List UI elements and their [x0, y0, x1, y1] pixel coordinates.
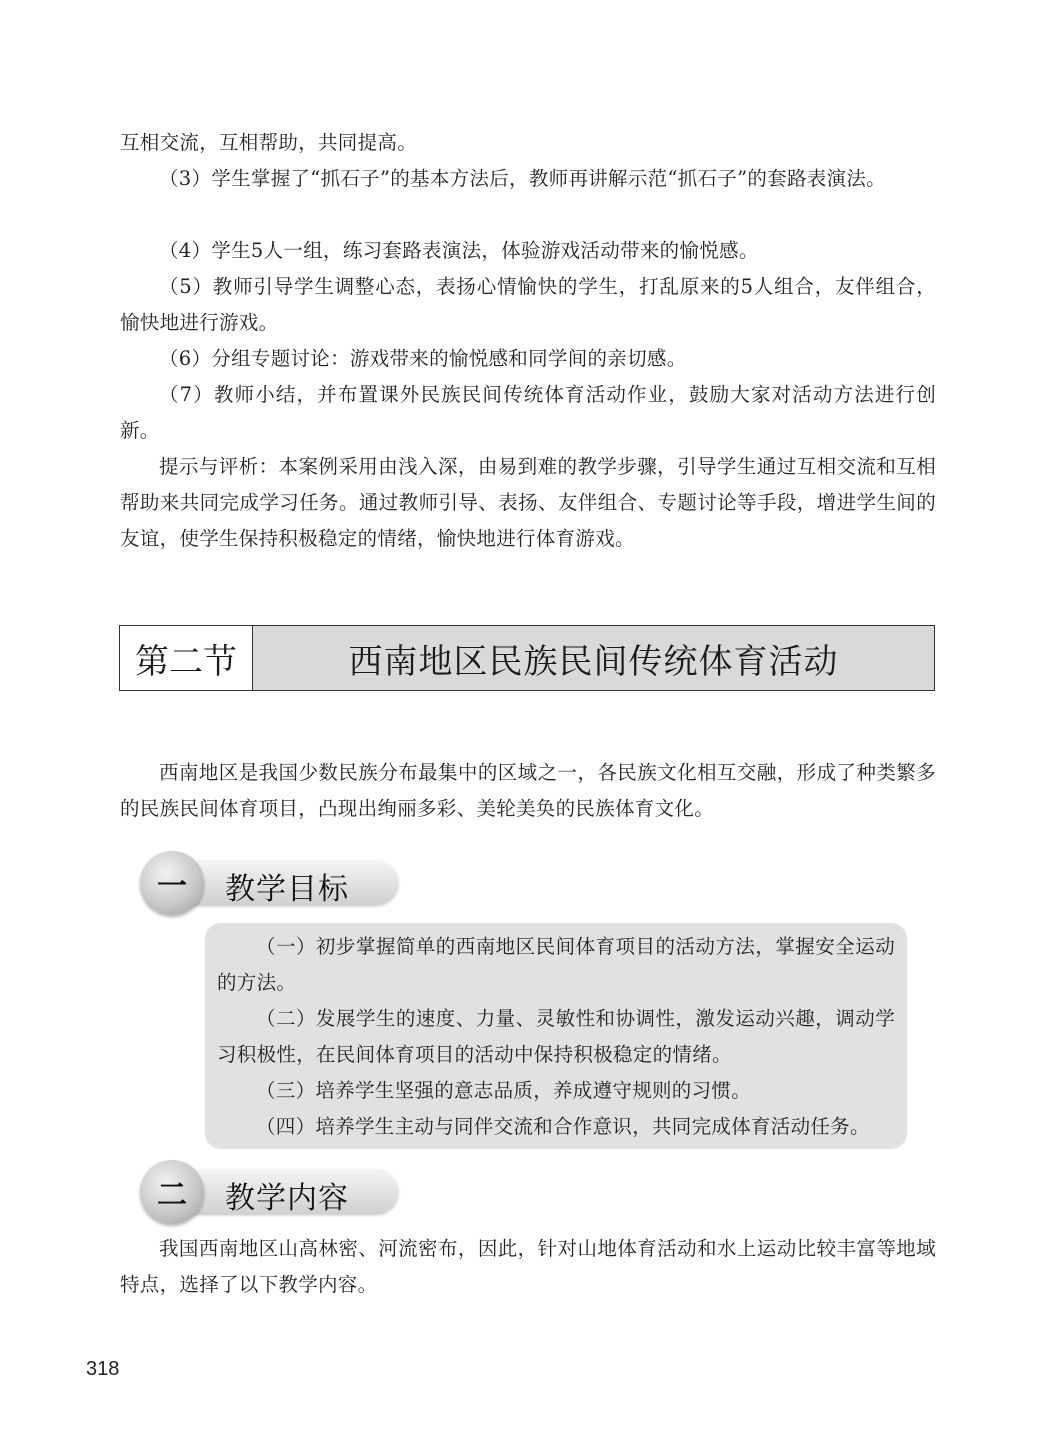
heading-teaching-goals: [140, 851, 402, 913]
paragraph-commentary: 提示与评析：本案例采用由浅入深，由易到难的教学步骤，引导学生通过互相交流和互相帮助来共同完成学习任务。通过教师引导、表扬、友伴组合、专题讨论等手段，增进学生间的友谊，使学生保持积极稳定的情绪，愉快地进行体育游戏。: [120, 455, 936, 550]
page-number: 318: [86, 1358, 120, 1380]
paragraph-step-6: （6）分组专题讨论：游戏带来的愉悦感和同学间的亲切感。: [159, 347, 687, 370]
paragraph-intro: 西南地区是我国少数民族分布最集中的区域之一，各民族文化相互交融，形成了种类繁多的民族民间体育项目，凸现出绚丽多彩、美轮美奂的民族体育文化。: [120, 761, 936, 820]
paragraph-content: 我国西南地区山高林密、河流密布，因此，针对山地体育活动和水上运动比较丰富等地域特点，选择了以下教学内容。: [120, 1237, 936, 1296]
paragraph-continued: 互相交流，互相帮助，共同提高。: [120, 131, 418, 154]
heading-number-circle: 一: [140, 851, 204, 915]
goal-item: （三）培养学生坚强的意志品质，养成遵守规则的习惯。: [256, 1079, 752, 1102]
section-title: 西南地区民族民间传统体育活动: [253, 626, 934, 690]
heading-label: 教学内容: [225, 1181, 349, 1216]
section-number: 第二节: [120, 626, 253, 690]
goal-item: （二）发展学生的速度、力量、灵敏性和协调性，激发运动兴趣，调动学习积极性，在民间体育项目的活动中保持积极稳定的情绪。: [217, 1007, 895, 1066]
heading-teaching-content: [140, 1160, 402, 1222]
goal-item: （四）培养学生主动与同伴交流和合作意识，共同完成体育活动任务。: [256, 1115, 870, 1138]
heading-number-circle: 二: [140, 1160, 204, 1224]
paragraph-step-3: （3）学生掌握了“抓石子”的基本方法后，教师再讲解示范“抓石子”的套路表演法。: [159, 167, 886, 190]
heading-label: 教学目标: [225, 872, 349, 907]
goals-box: [205, 923, 907, 1149]
paragraph-step-7: （7）教师小结，并布置课外民族民间传统体育活动作业，鼓励大家对活动方法进行创新。: [120, 383, 936, 442]
section-banner: [119, 625, 935, 691]
goal-item: （一）初步掌握简单的西南地区民间体育项目的活动方法，掌握安全运动的方法。: [217, 935, 895, 994]
paragraph-step-5: （5）教师引导学生调整心态，表扬心情愉快的学生，打乱原来的5人组合，友伴组合，愉快地进行游戏。: [120, 275, 936, 334]
paragraph-step-4: （4）学生5人一组，练习套路表演法，体验游戏活动带来的愉悦感。: [159, 239, 759, 262]
